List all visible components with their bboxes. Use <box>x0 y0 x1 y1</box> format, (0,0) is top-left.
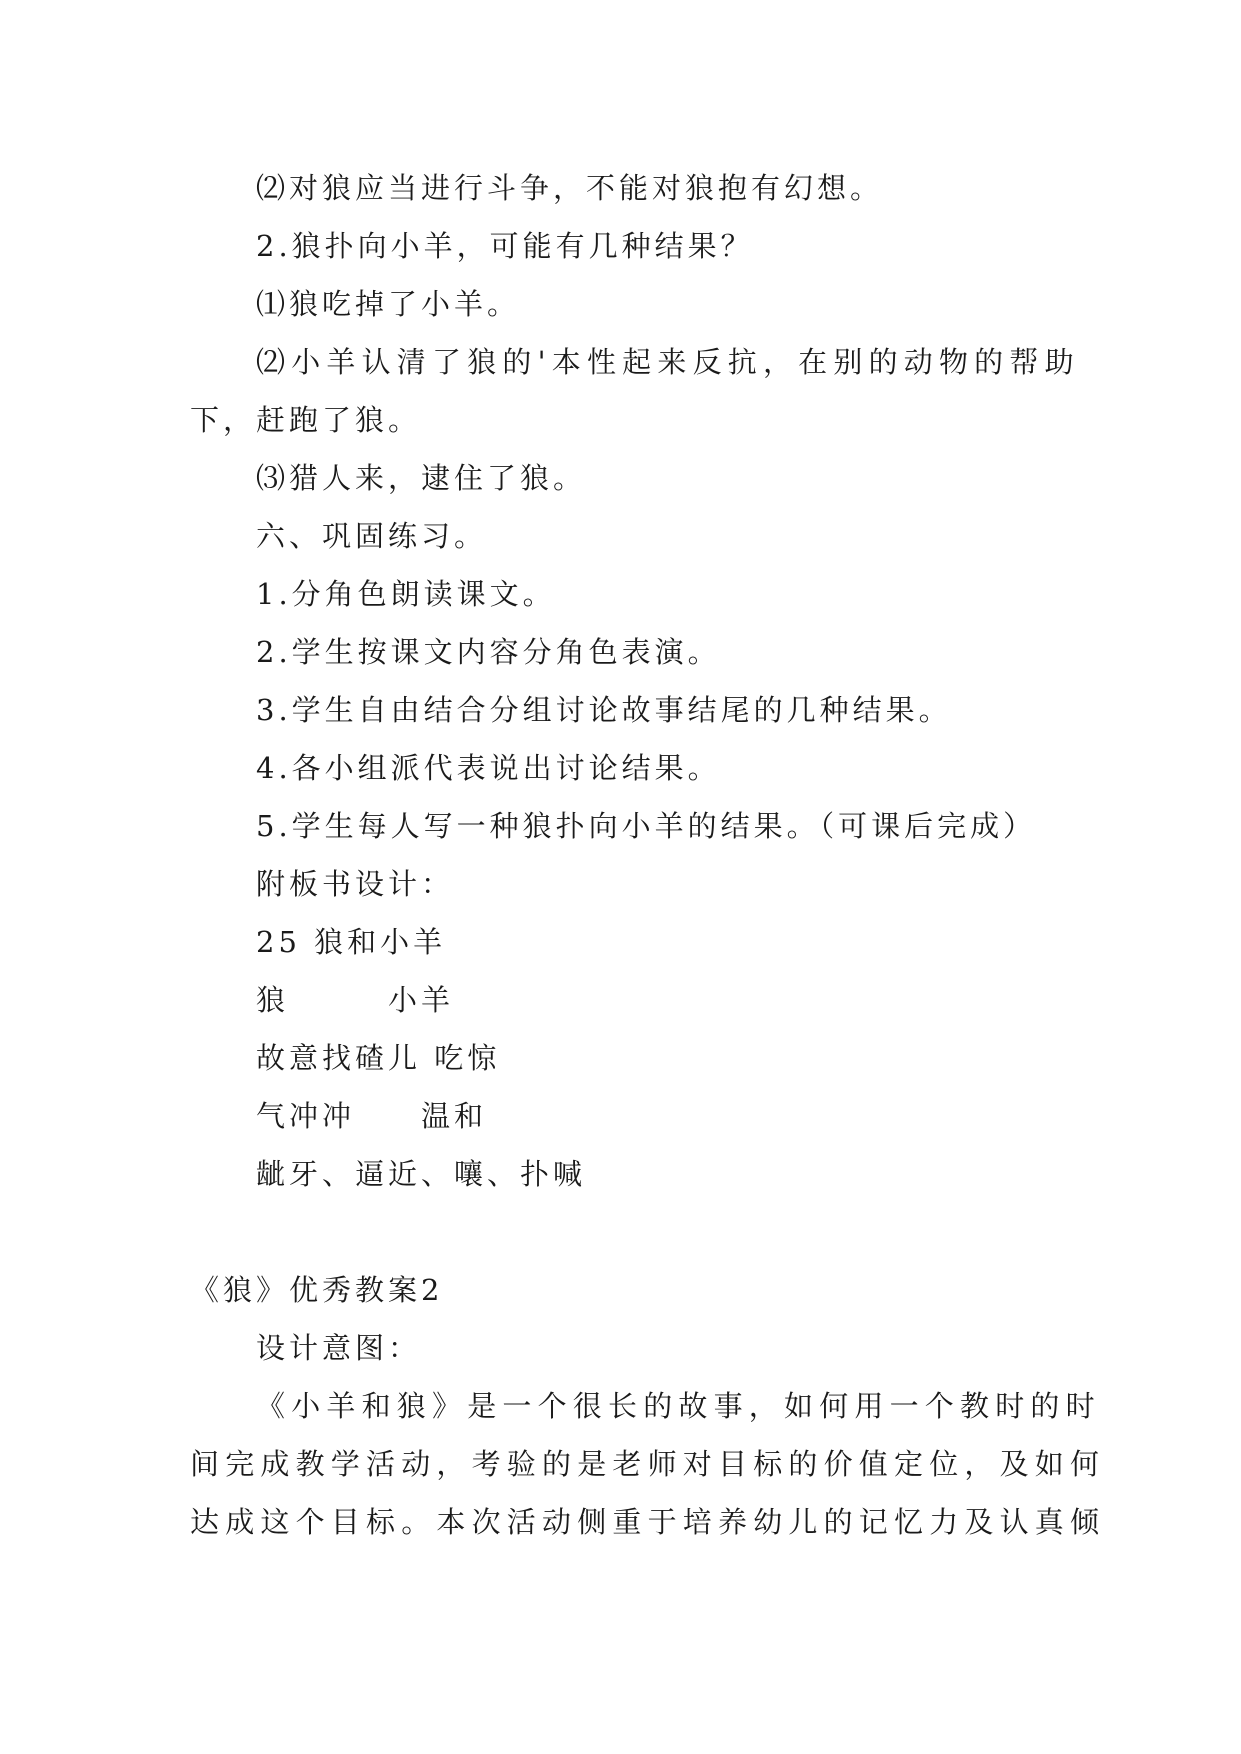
section-heading: 六、巩固练习。 <box>256 519 488 553</box>
text-line: 下，赶跑了狼。 <box>190 403 422 437</box>
text-line: 3.学生自由结合分组讨论故事结尾的几种结果。 <box>256 693 952 727</box>
section-title: 《狼》优秀教案2 <box>190 1273 444 1307</box>
text-line: 《小羊和狼》是一个很长的故事，如何用一个教时的时 <box>256 1389 1101 1423</box>
text-line: ⑵对狼应当进行斗争，不能对狼抱有幻想。 <box>256 171 884 205</box>
text-line: ⑶猎人来，逮住了狼。 <box>256 461 587 495</box>
text-line: 间完成教学活动，考验的是老师对目标的价值定位，及如何 <box>190 1447 1106 1481</box>
text-line: ⑵小羊认清了狼的'本性起来反抗，在别的动物的帮助 <box>256 345 1080 379</box>
text-line: 1.分角色朗读课文。 <box>256 577 556 611</box>
text-line: 设计意图： <box>256 1331 422 1365</box>
text-line: 附板书设计： <box>256 867 455 901</box>
text-line: ⑴狼吃掉了小羊。 <box>256 287 521 321</box>
board-line: 故意找碴儿 吃惊 <box>256 1041 501 1075</box>
text-line: 4.各小组派代表说出讨论结果。 <box>256 751 721 785</box>
board-line: 狼 小羊 <box>256 983 455 1017</box>
text-line: 2.学生按课文内容分角色表演。 <box>256 635 721 669</box>
text-line: 5.学生每人写一种狼扑向小羊的结果。（可课后完成） <box>256 809 1037 843</box>
text-line: 2.狼扑向小羊，可能有几种结果？ <box>256 229 754 263</box>
board-line: 龇牙、逼近、嚷、扑喊 <box>256 1157 587 1191</box>
text-line: 达成这个目标。本次活动侧重于培养幼儿的记忆力及认真倾 <box>190 1505 1106 1539</box>
board-line: 25 狼和小羊 <box>256 925 447 959</box>
board-line: 气冲冲 温和 <box>256 1099 488 1133</box>
